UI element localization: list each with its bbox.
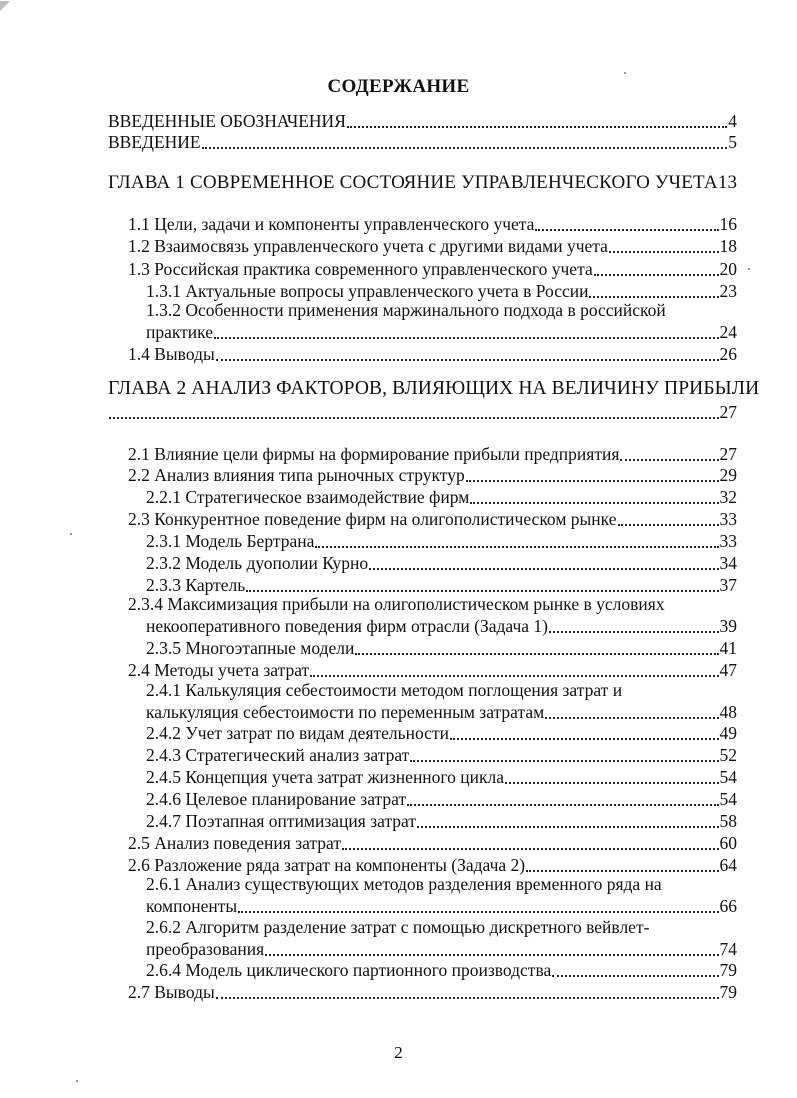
page-ref: 27 xyxy=(719,402,737,422)
toc-entry-2-3[interactable]: 2.3 Конкурентное поведение фирм на олигополистическом рынке 33 xyxy=(128,509,737,529)
toc-entry-intro[interactable]: ВВЕДЕНИЕ 5 xyxy=(108,132,737,152)
page-ref: 54 xyxy=(719,789,737,809)
page-ref: 18 xyxy=(719,236,737,256)
toc-entry-chapter-1[interactable]: ГЛАВА 1 СОВРЕМЕННОЕ СОСТОЯНИЕ УПРАВЛЕНЧЕСКОГО УЧЕТА 13 xyxy=(108,172,738,193)
page-ref: 33 xyxy=(719,509,737,529)
page-ref: 5 xyxy=(728,132,737,152)
toc-entry-2-4[interactable]: 2.4 Методы учета затрат 47 xyxy=(128,660,737,680)
toc-entry-2-1[interactable]: 2.1 Влияние цели фирмы на формирование прибыли предприятия 27 xyxy=(128,444,737,464)
scan-corner-mark xyxy=(0,0,12,12)
page-ref: 52 xyxy=(719,745,737,765)
toc-entry-2-5[interactable]: 2.5 Анализ поведения затрат 60 xyxy=(128,833,737,853)
toc-entry-2-4-7[interactable]: 2.4.7 Поэтапная оптимизация затрат 58 xyxy=(146,811,737,831)
page-ref: 24 xyxy=(719,322,737,342)
page-ref: 16 xyxy=(719,214,737,234)
toc-entry-1-1[interactable]: 1.1 Цели, задачи и компоненты управленческого учета 16 xyxy=(128,214,737,234)
toc-entry-1-3[interactable]: 1.3 Российская практика современного управленческого учета 20 xyxy=(128,259,737,279)
toc-entry-2-3-5[interactable]: 2.3.5 Многоэтапные модели 41 xyxy=(146,638,737,658)
page-ref: 37 xyxy=(719,575,737,595)
toc-entry-chapter-2[interactable] xyxy=(108,401,737,423)
page-ref: 64 xyxy=(719,855,737,875)
page-ref: 48 xyxy=(719,702,737,722)
page-ref: 4 xyxy=(728,111,737,131)
toc-entry-2-3-1[interactable]: 2.3.1 Модель Бертрана 33 xyxy=(146,531,737,551)
toc-entry-1-3-2-line1[interactable]: 1.3.2 Особенности применения маржинального подхода в российской xyxy=(146,300,666,320)
page-ref: 58 xyxy=(719,811,737,831)
toc-entry-2-2-1[interactable]: 2.2.1 Стратегическое взаимодействие фирм 32 xyxy=(146,487,737,507)
page-ref: 20 xyxy=(719,259,737,279)
page-ref: 74 xyxy=(719,939,737,959)
page-ref: 29 xyxy=(719,465,737,485)
toc-entry-2-6-1[interactable]: компоненты 66 xyxy=(146,896,737,916)
page-ref: 13 xyxy=(717,172,738,193)
page-number: 2 xyxy=(394,1043,403,1062)
toc-entry-2-4-1-line1[interactable]: 2.4.1 Калькуляция себестоимости методом поглощения затрат и xyxy=(146,680,623,700)
page-ref: 47 xyxy=(719,660,737,680)
toc-entry-2-3-4-line1[interactable]: 2.3.4 Максимизация прибыли на олигополистическом рынке в условиях xyxy=(128,594,665,614)
scan-speck xyxy=(70,533,72,535)
scan-speck xyxy=(624,72,626,74)
toc-entry-1-4[interactable]: 1.4 Выводы 26 xyxy=(128,344,737,364)
page-ref: 54 xyxy=(719,767,737,787)
toc-entry-2-6-1-line1[interactable]: 2.6.1 Анализ существующих методов разделения временного ряда на xyxy=(146,874,662,894)
toc-entry-2-4-1[interactable]: калькуляция себестоимости по переменным затратам 48 xyxy=(146,702,737,722)
toc-entry-1-3-1[interactable]: 1.3.1 Актуальные вопросы управленческого учета в России 23 xyxy=(146,281,737,301)
page-ref: 79 xyxy=(719,982,737,1002)
toc-entry-2-4-5[interactable]: 2.4.5 Концепция учета затрат жизненного цикла 54 xyxy=(146,767,737,787)
toc-entry-2-2[interactable]: 2.2 Анализ влияния типа рыночных структур 29 xyxy=(128,465,737,485)
page-ref: 39 xyxy=(719,616,737,636)
toc-entry-2-3-4[interactable]: некооперативного поведения фирм отрасли (Задача 1) 39 xyxy=(146,616,737,636)
toc-entry-designations[interactable]: ВВЕДЕННЫЕ ОБОЗНАЧЕНИЯ 4 xyxy=(108,111,737,131)
scan-speck xyxy=(748,268,750,270)
toc-entry-1-2[interactable]: 1.2 Взаимосвязь управленческого учета с другими видами учета 18 xyxy=(128,236,737,256)
page-ref: 41 xyxy=(719,638,737,658)
page-ref: 26 xyxy=(719,344,737,364)
page-ref: 60 xyxy=(719,833,737,853)
page-ref: 27 xyxy=(719,444,737,464)
toc-heading: СОДЕРЖАНИЕ xyxy=(327,76,470,97)
toc-entry-2-6[interactable]: 2.6 Разложение ряда затрат на компоненты (Задача 2) 64 xyxy=(128,855,737,875)
scan-speck xyxy=(76,1080,78,1082)
page-ref: 49 xyxy=(719,723,737,743)
page-ref: 32 xyxy=(719,487,737,507)
toc-entry-2-3-2[interactable]: 2.3.2 Модель дуополии Курно 34 xyxy=(146,553,737,573)
page-ref: 79 xyxy=(719,960,737,980)
toc-entry-1-3-2[interactable]: практике 24 xyxy=(146,322,737,342)
toc-entry-2-4-3[interactable]: 2.4.3 Стратегический анализ затрат 52 xyxy=(146,745,737,765)
page-ref: 33 xyxy=(719,531,737,551)
toc-entry-2-4-2[interactable]: 2.4.2 Учет затрат по видам деятельности 49 xyxy=(146,723,737,743)
toc-entry-2-6-4[interactable]: 2.6.4 Модель циклического партионного производства 79 xyxy=(146,960,737,980)
toc-entry-2-4-6[interactable]: 2.4.6 Целевое планирование затрат 54 xyxy=(146,789,737,809)
page-ref: 23 xyxy=(719,281,737,301)
toc-entry-2-6-2-line1[interactable]: 2.6.2 Алгоритм разделение затрат с помощью дискретного вейвлет- xyxy=(146,917,650,937)
toc-entry-2-3-3[interactable]: 2.3.3 Картель 37 xyxy=(146,575,737,595)
page-ref: 66 xyxy=(719,896,737,916)
toc-entry-2-7[interactable]: 2.7 Выводы 79 xyxy=(128,982,737,1002)
page-ref: 34 xyxy=(719,553,737,573)
toc-entry-chapter-2-line1[interactable]: ГЛАВА 2 АНАЛИЗ ФАКТОРОВ, ВЛИЯЮЩИХ НА ВЕЛИЧИНУ ПРИБЫЛИ xyxy=(108,378,760,399)
toc-entry-2-6-2[interactable]: преобразования 74 xyxy=(146,939,737,959)
